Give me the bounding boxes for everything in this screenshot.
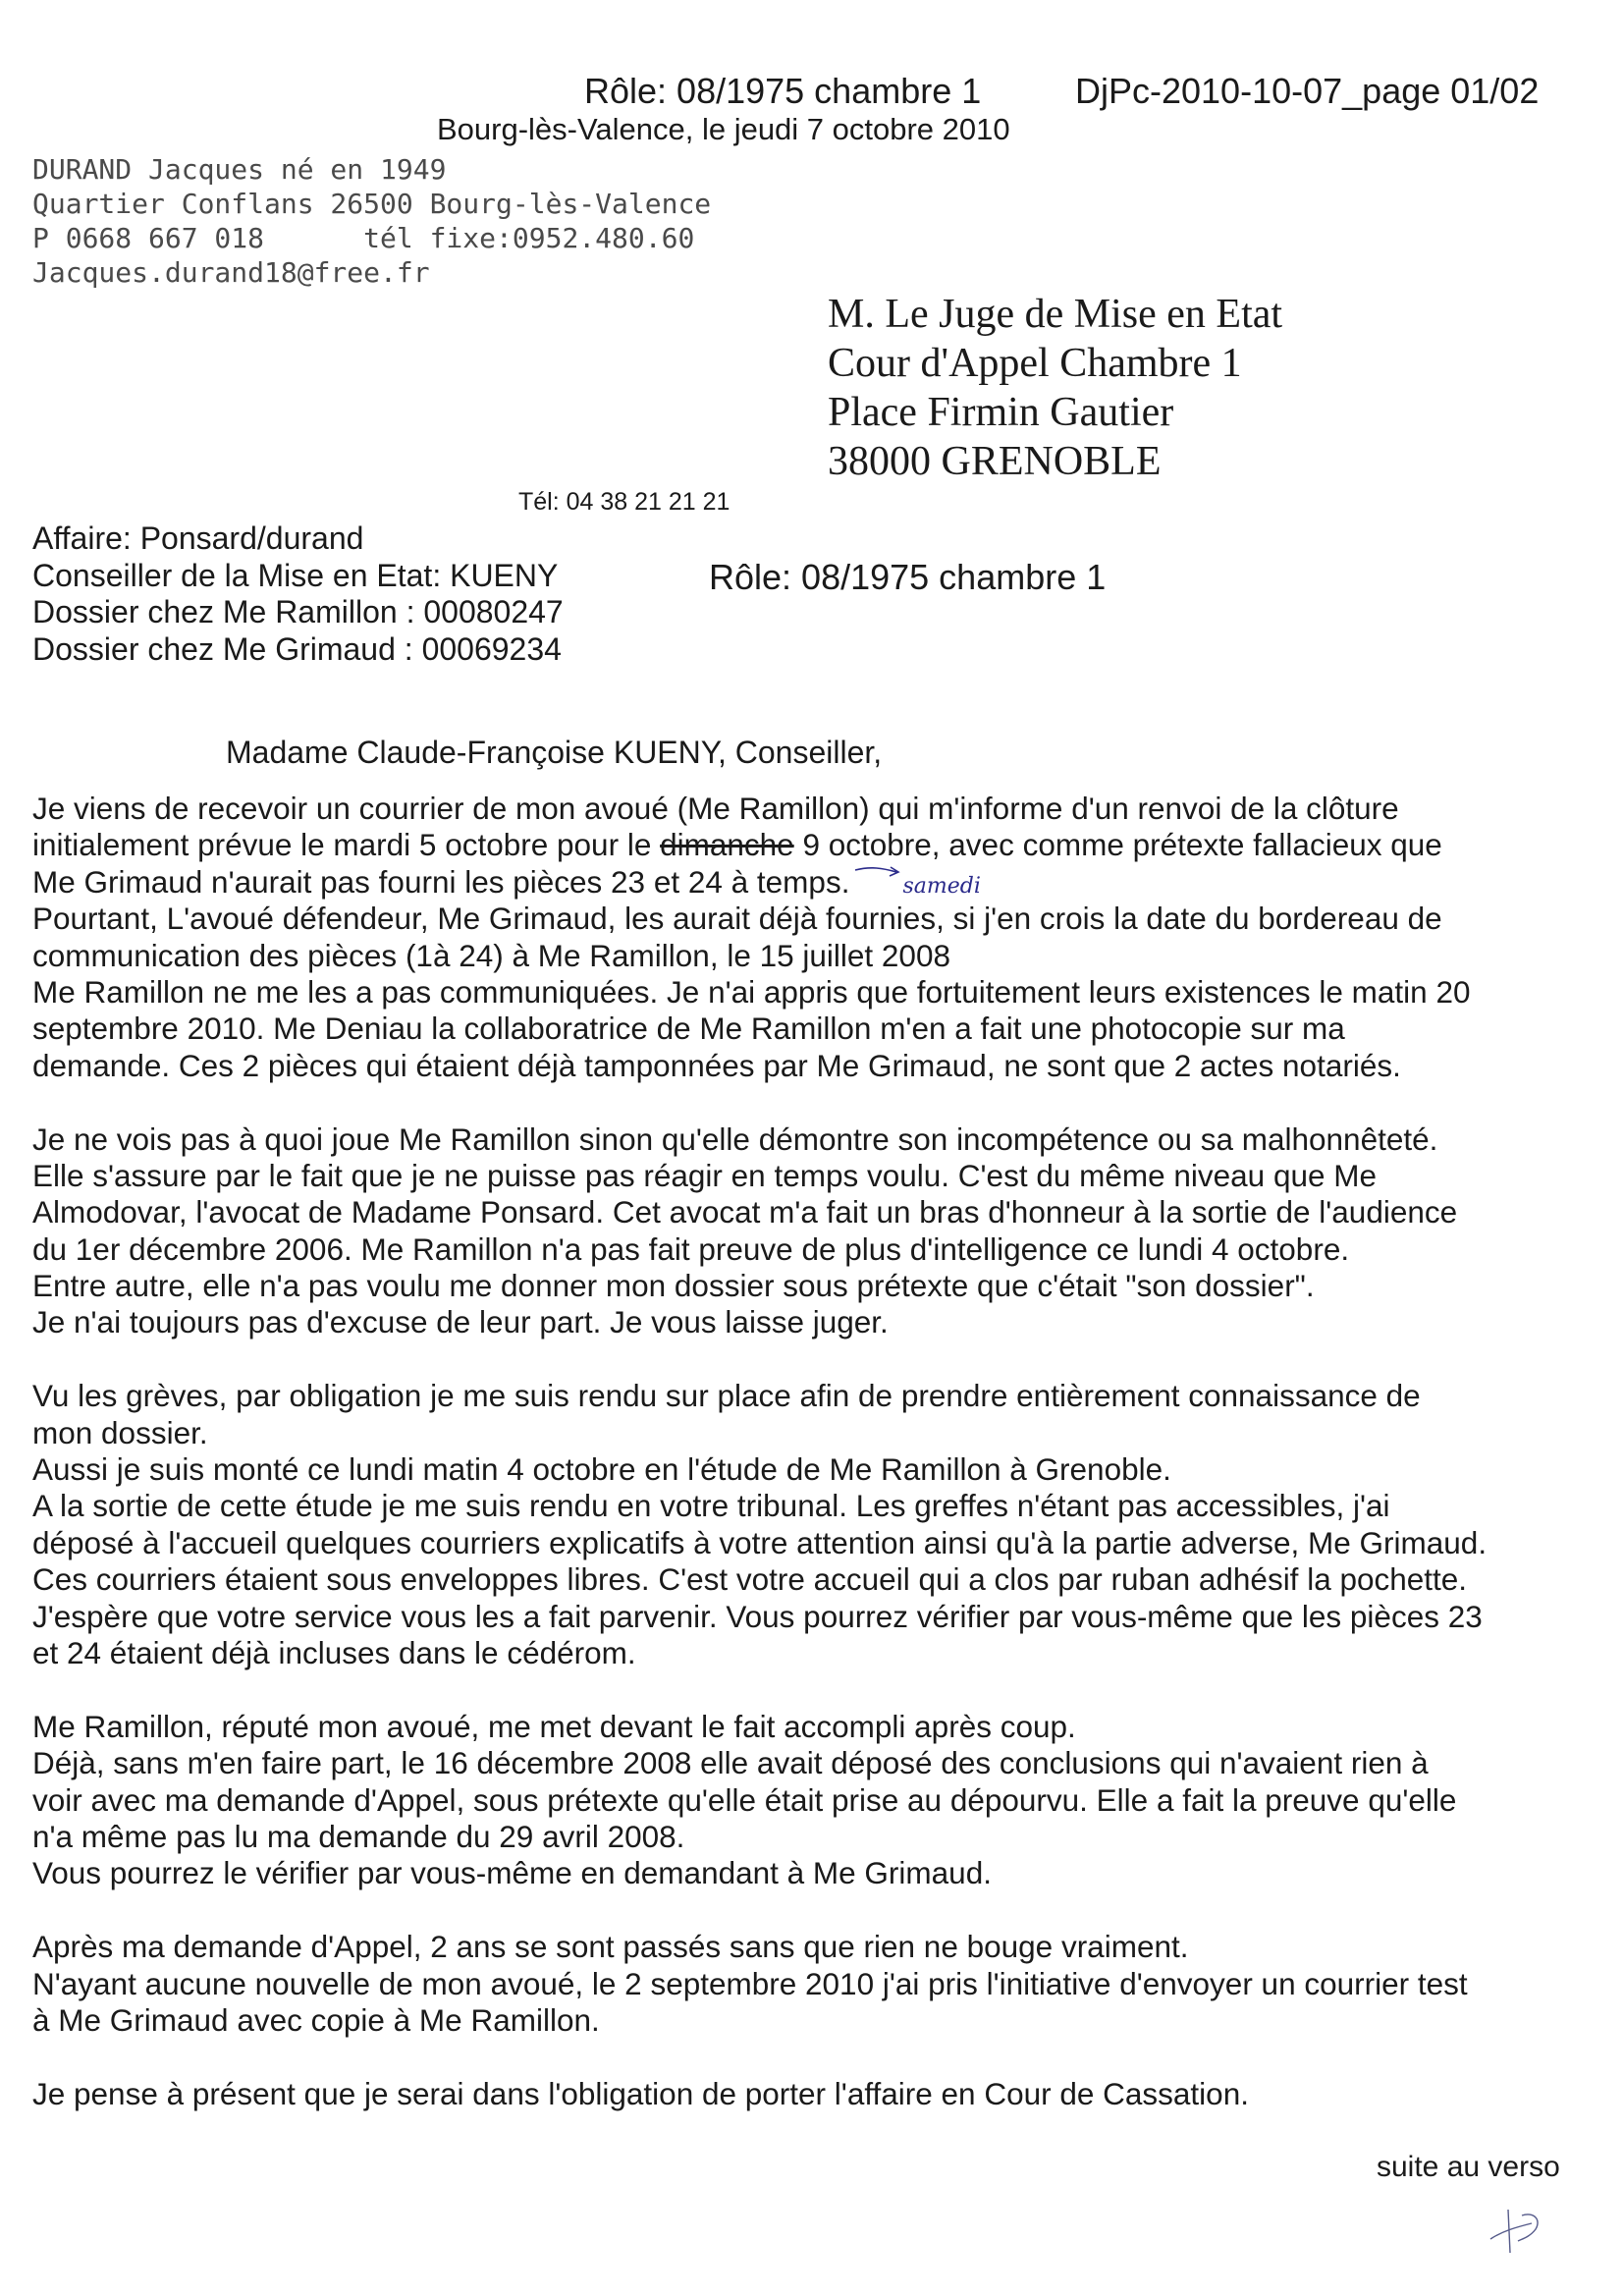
body-line: Déjà, sans m'en faire part, le 16 décembre 2008 elle avait déposé des conclusions qui n'avaient rien à xyxy=(32,1745,1429,1781)
body-line: septembre 2010. Me Deniau la collaboratrice de Me Ramillon m'en a fait une photocopie sur ma xyxy=(32,1011,1345,1047)
body-line: Aussi je suis monté ce lundi matin 4 octobre en l'étude de Me Ramillon à Grenoble. xyxy=(32,1451,1171,1488)
body-line xyxy=(32,827,1603,863)
case-role: Rôle: 08/1975 chambre 1 xyxy=(709,557,1107,597)
case-reference-block xyxy=(32,520,564,668)
letter-body xyxy=(32,791,1603,2112)
body-line: mon dossier. xyxy=(32,1414,208,1450)
paragraph-gap xyxy=(32,1084,1603,1121)
paragraph-gap xyxy=(32,1341,1603,1378)
recipient-line: Place Firmin Gautier xyxy=(828,390,1174,435)
paragraph-gap xyxy=(32,1671,1603,1708)
body-line: Elle s'assure par le fait que je ne puisse pas réagir en temps voulu. C'est du même niveau que Me xyxy=(32,1157,1378,1193)
place-date: Bourg-lès-Valence, le jeudi 7 octobre 2010 xyxy=(437,112,1010,146)
body-line: Almodovar, l'avocat de Madame Ponsard. Cet avocat m'a fait un bras d'honneur à la sortie de l'audience xyxy=(32,1194,1458,1230)
sender-phones: P 0668 667 018 tél fixe:0952.480.60 xyxy=(32,222,695,254)
recipient-phone: Tél: 04 38 21 21 21 xyxy=(518,488,730,516)
body-text: Me Grimaud n'aurait pas fourni les pièces 23 et 24 à temps. xyxy=(32,863,850,900)
body-line: Entre autre, elle n'a pas voulu me donner mon dossier sous prétexte que c'était "son dossier". xyxy=(32,1268,1315,1304)
salutation: Madame Claude-Françoise KUENY, Conseiller, xyxy=(226,735,883,770)
sender-block xyxy=(32,152,711,290)
sender-name: DURAND Jacques né en 1949 xyxy=(32,153,447,186)
paragraph-gap xyxy=(32,2039,1603,2075)
recipient-block xyxy=(828,290,1282,486)
recipient-line: Cour d'Appel Chambre 1 xyxy=(828,341,1242,386)
body-line: Me Ramillon, réputé mon avoué, me met devant le fait accompli après coup. xyxy=(32,1708,1076,1744)
recipient-line: M. Le Juge de Mise en Etat xyxy=(828,292,1283,337)
recipient-line: 38000 GRENOBLE xyxy=(828,439,1162,484)
body-line: A la sortie de cette étude je me suis rendu en votre tribunal. Les greffes n'étant pas accessibles, j'ai xyxy=(32,1488,1390,1524)
case-dossier-ramillon: Dossier chez Me Ramillon : 00080247 xyxy=(32,594,564,629)
case-conseiller: Conseiller de la Mise en Etat: KUENY xyxy=(32,557,559,593)
body-line: N'ayant aucune nouvelle de mon avoué, le 2 septembre 2010 j'ai pris l'initiative d'envoyer un courrier test xyxy=(32,1965,1468,2001)
body-line: J'espère que votre service vous les a fait parvenir. Vous pourrez vérifier par vous-même que les pièces 23 xyxy=(32,1598,1483,1634)
body-line xyxy=(32,864,1603,901)
body-line: Ces courriers étaient sous enveloppes libres. C'est votre accueil qui a clos par ruban adhésif la pochette. xyxy=(32,1561,1468,1598)
sender-address: Quartier Conflans 26500 Bourg-lès-Valence xyxy=(32,188,712,220)
case-affaire: Affaire: Ponsard/durand xyxy=(32,520,364,556)
body-line: du 1er décembre 2006. Me Ramillon n'a pas fait preuve de plus d'intelligence ce lundi 4 octobre. xyxy=(32,1230,1350,1267)
header-reference: DjPc-2010-10-07_page 01/02 xyxy=(1075,71,1540,111)
body-line: communication des pièces (1à 24) à Me Ramillon, le 15 juillet 2008 xyxy=(32,937,950,973)
body-text: initialement prévue le mardi 5 octobre pour le xyxy=(32,827,661,863)
body-line: et 24 étaient déjà incluses dans le cédérom. xyxy=(32,1634,636,1670)
handwritten-arrow-icon xyxy=(853,864,902,890)
body-line: Je pense à présent que je serai dans l'obligation de porter l'affaire en Cour de Cassation. xyxy=(32,2075,1249,2111)
continued-overleaf: suite au verso xyxy=(1377,2151,1560,2183)
body-line: Je n'ai toujours pas d'excuse de leur part. Je vous laisse juger. xyxy=(32,1304,889,1340)
body-line: à Me Grimaud avec copie à Me Ramillon. xyxy=(32,2001,600,2038)
body-line: demande. Ces 2 pièces qui étaient déjà tamponnées par Me Grimaud, ne sont que 2 actes notariés. xyxy=(32,1047,1401,1083)
body-line: Me Ramillon ne me les a pas communiquées. Je n'ai appris que fortuitement leurs existences le matin 20 xyxy=(32,973,1471,1010)
body-line: Vu les grèves, par obligation je me suis rendu sur place afin de prendre entièrement connaissance de xyxy=(32,1378,1421,1414)
body-line: Je ne vois pas à quoi joue Me Ramillon sinon qu'elle démontre son incompétence ou sa malhonnêteté. xyxy=(32,1121,1438,1157)
body-line: n'a même pas lu ma demande du 29 avril 2008. xyxy=(32,1818,685,1854)
struck-word: dimanche xyxy=(660,827,794,863)
header-role: Rôle: 08/1975 chambre 1 xyxy=(584,71,982,111)
body-line: déposé à l'accueil quelques courriers explicatifs à votre attention ainsi qu'à la partie adverse, Me Grimaud. xyxy=(32,1524,1488,1560)
body-line: Je viens de recevoir un courrier de mon avoué (Me Ramillon) qui m'informe d'un renvoi de la clôture xyxy=(32,791,1399,826)
paragraph-gap xyxy=(32,1892,1603,1929)
handwritten-initials-icon xyxy=(1483,2202,1551,2261)
body-line: Vous pourrez le vérifier par vous-même en demandant à Me Grimaud. xyxy=(32,1855,992,1891)
handwritten-correction: samedi xyxy=(902,873,981,899)
body-line: Pourtant, L'avoué défendeur, Me Grimaud, les aurait déjà fournies, si j'en crois la date du bordereau de xyxy=(32,901,1442,937)
sender-email: Jacques.durand18@free.fr xyxy=(32,256,430,289)
body-line: Après ma demande d'Appel, 2 ans se sont passés sans que rien ne bouge vraiment. xyxy=(32,1929,1189,1965)
case-dossier-grimaud: Dossier chez Me Grimaud : 00069234 xyxy=(32,630,562,667)
body-line: voir avec ma demande d'Appel, sous prétexte qu'elle était prise au dépourvu. Elle a fait la preuve qu'elle xyxy=(32,1781,1457,1818)
body-text: 9 octobre, avec comme prétexte fallacieux que xyxy=(793,827,1442,863)
